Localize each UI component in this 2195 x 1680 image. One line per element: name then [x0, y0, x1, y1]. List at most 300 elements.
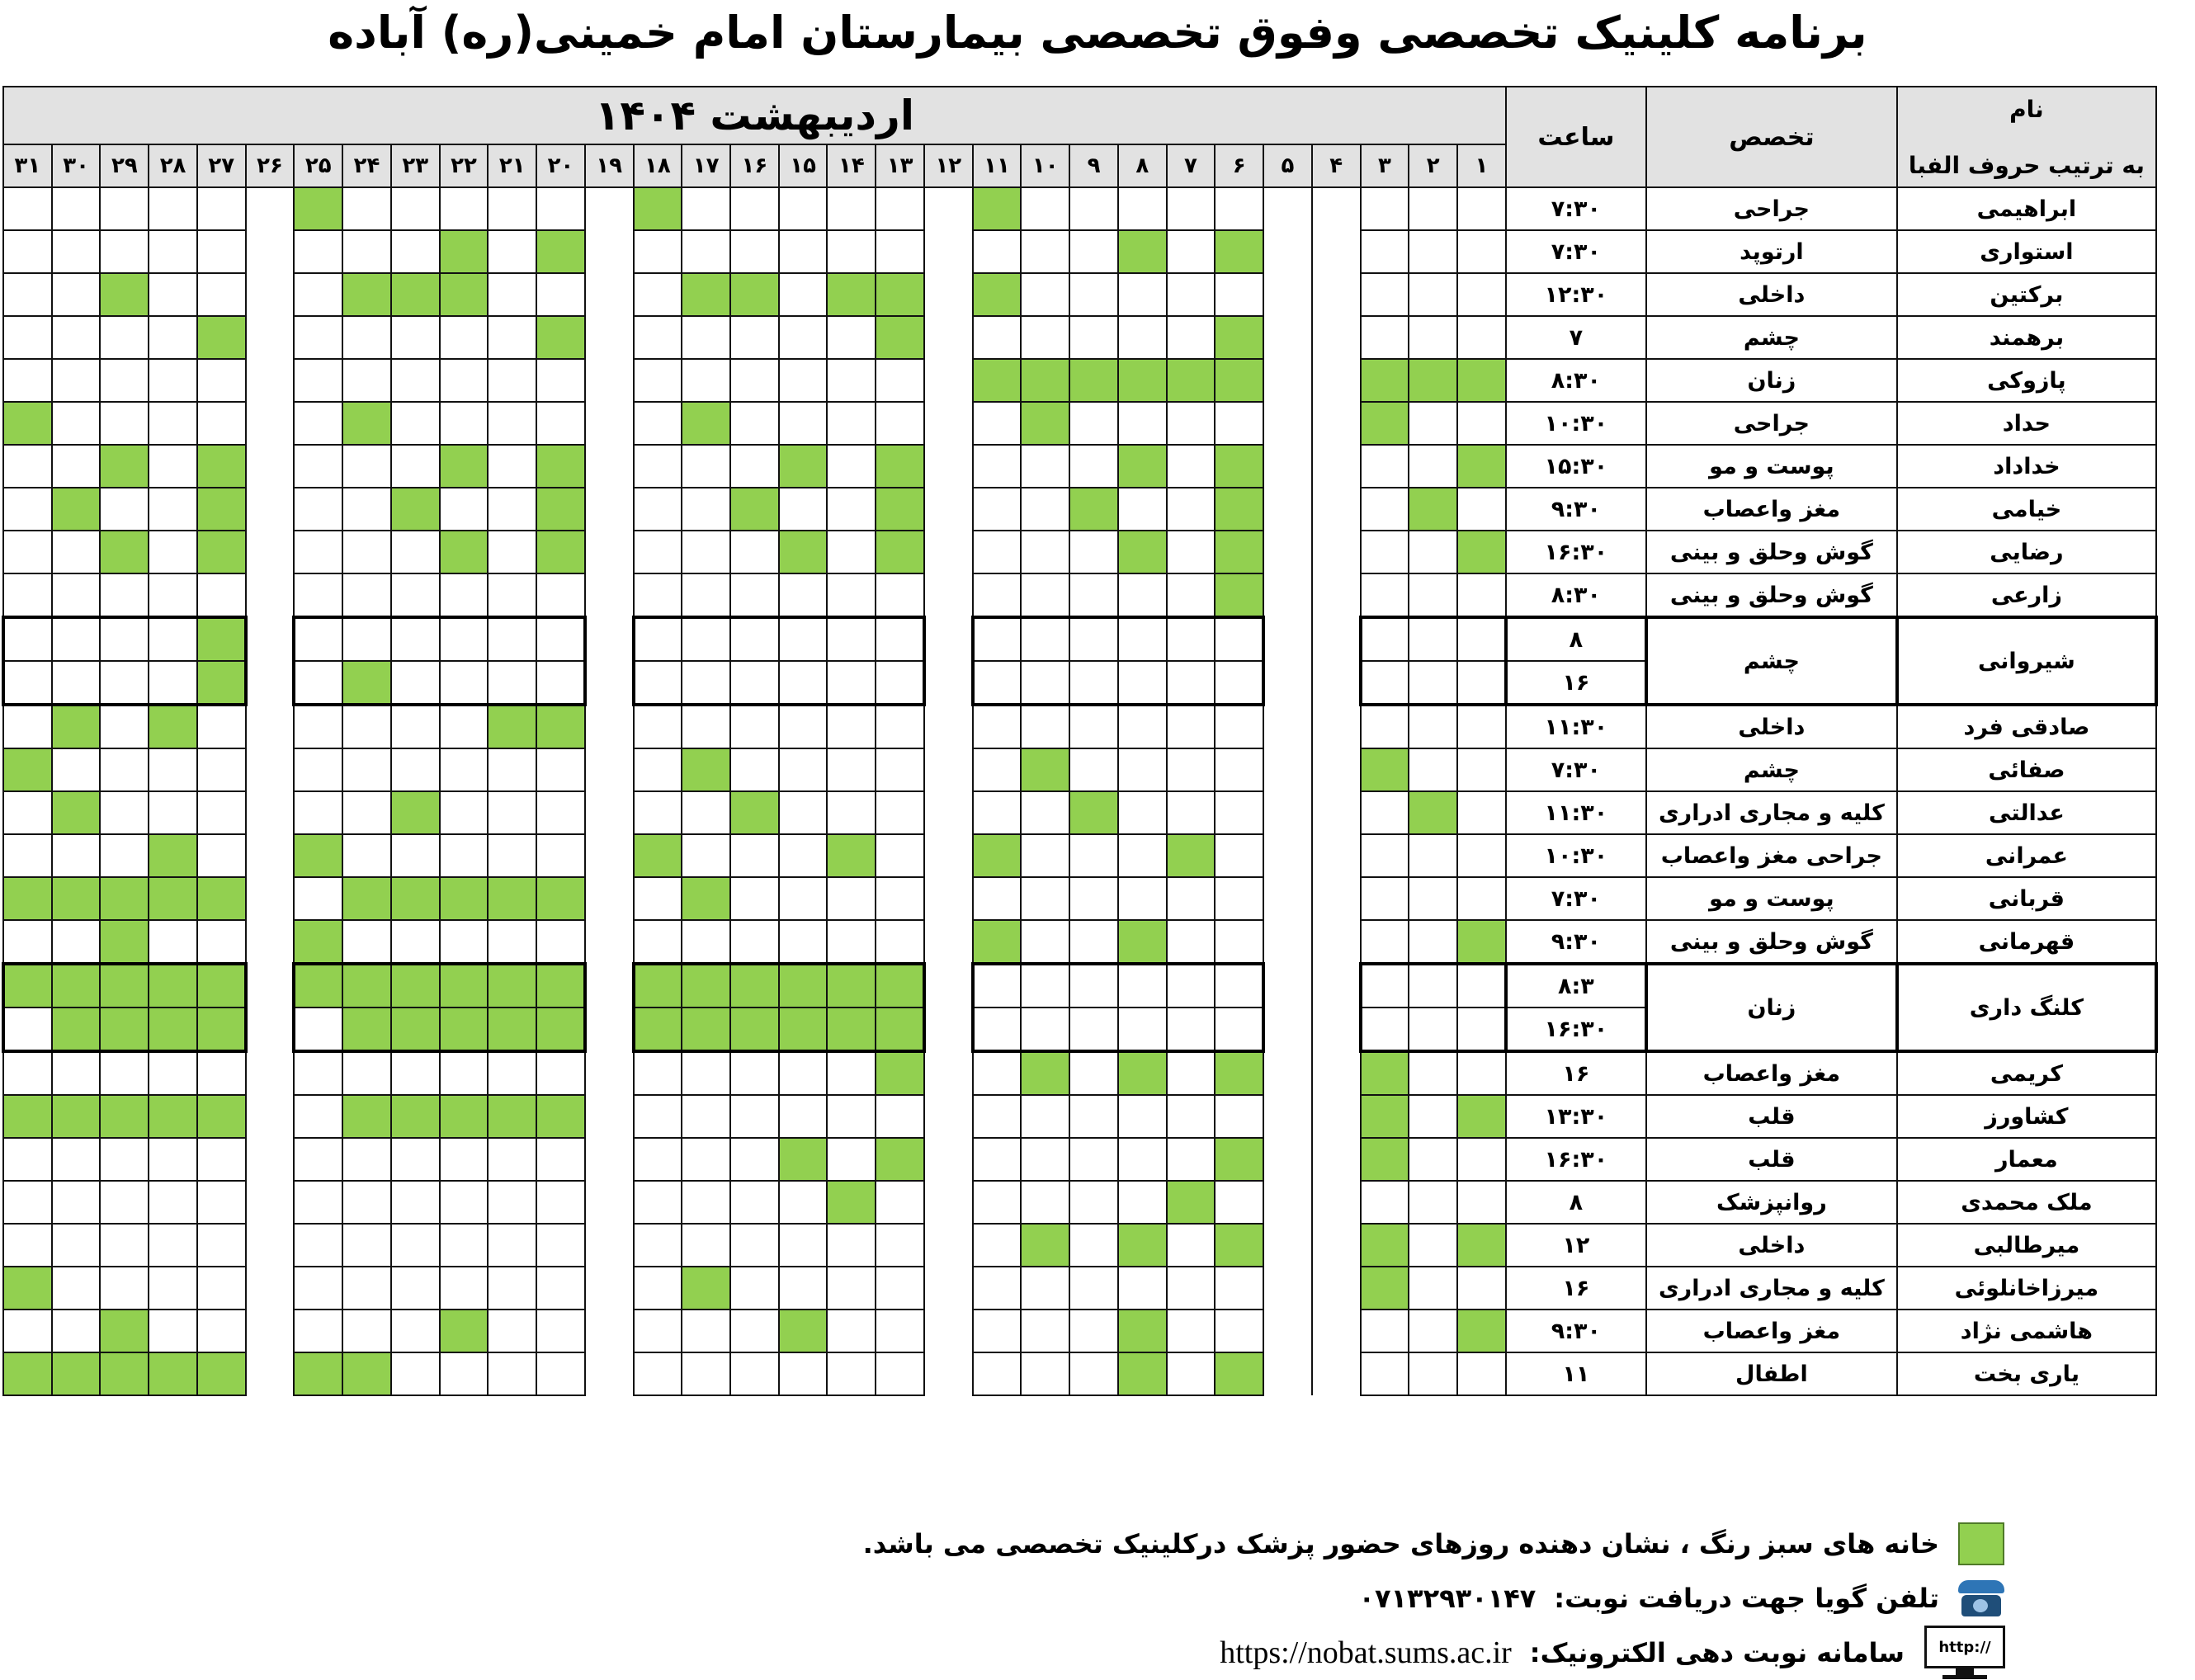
schedule-cell — [1069, 1224, 1118, 1267]
doctor-row — [3, 1310, 2156, 1352]
schedule-cell — [779, 920, 828, 964]
present-day-cell — [827, 834, 876, 877]
schedule-cell — [876, 187, 924, 230]
schedule-cell — [1457, 402, 1506, 445]
schedule-cell — [924, 834, 973, 877]
schedule-cell — [779, 1095, 828, 1138]
phone-number[interactable]: ۰۷۱۳۲۹۳۰۱۴۷ — [1358, 1583, 1536, 1614]
time-cell: ۱۱ — [1506, 1352, 1646, 1395]
present-day-cell — [1118, 1051, 1167, 1095]
doctor-name-cell: معمار — [1897, 1138, 2156, 1181]
schedule-cell — [1118, 488, 1167, 531]
schedule-cell — [1215, 617, 1263, 661]
schedule-cell — [488, 488, 536, 531]
doctor-row — [3, 531, 2156, 573]
time-cell: ۸:۳ — [1506, 964, 1646, 1008]
schedule-cell — [924, 617, 973, 661]
schedule-cell — [585, 1352, 634, 1395]
present-day-cell — [100, 1095, 149, 1138]
present-day-cell — [1361, 748, 1409, 791]
schedule-cell — [1457, 573, 1506, 617]
schedule-cell — [1409, 230, 1457, 273]
schedule-cell — [342, 230, 391, 273]
schedule-cell — [1215, 1181, 1263, 1224]
doctor-row — [3, 573, 2156, 617]
schedule-cell — [1263, 230, 1312, 273]
schedule-cell — [52, 1224, 101, 1267]
schedule-cell — [197, 187, 246, 230]
schedule-cell — [827, 1138, 876, 1181]
schedule-cell — [730, 1051, 779, 1095]
schedule-cell — [730, 316, 779, 359]
schedule-cell — [973, 748, 1022, 791]
present-day-cell — [1409, 791, 1457, 834]
specialty-cell: زنان — [1646, 964, 1897, 1051]
schedule-cell — [1069, 1138, 1118, 1181]
schedule-cell — [827, 617, 876, 661]
schedule-cell — [488, 661, 536, 705]
schedule-cell — [100, 705, 149, 748]
schedule-cell — [3, 230, 52, 273]
present-day-cell — [730, 273, 779, 316]
schedule-cell — [1263, 488, 1312, 531]
schedule-cell — [1263, 573, 1312, 617]
schedule-cell — [1167, 920, 1216, 964]
schedule-cell — [294, 1310, 342, 1352]
schedule-cell — [100, 1138, 149, 1181]
specialty-cell: پوست و مو — [1646, 877, 1897, 920]
schedule-cell — [197, 834, 246, 877]
schedule-cell — [391, 834, 440, 877]
schedule-cell — [52, 359, 101, 402]
schedule-cell — [149, 1138, 197, 1181]
present-day-cell — [536, 1095, 585, 1138]
schedule-cell — [536, 573, 585, 617]
schedule-cell — [876, 661, 924, 705]
schedule-cell — [197, 402, 246, 445]
schedule-cell — [1312, 316, 1361, 359]
specialty-cell: جراحی — [1646, 402, 1897, 445]
present-day-cell — [1215, 573, 1263, 617]
present-day-cell — [440, 1095, 489, 1138]
present-day-cell — [536, 445, 585, 488]
present-day-cell — [973, 359, 1022, 402]
present-day-cell — [1167, 834, 1216, 877]
schedule-cell — [779, 834, 828, 877]
schedule-cell — [488, 617, 536, 661]
specialty-cell: مغز واعصاب — [1646, 1310, 1897, 1352]
present-day-cell — [342, 1008, 391, 1051]
specialty-cell: ارتوپد — [1646, 230, 1897, 273]
day-header-14: ۱۴ — [827, 144, 876, 187]
schedule-cell — [827, 877, 876, 920]
present-day-cell — [391, 877, 440, 920]
schedule-cell — [342, 1051, 391, 1095]
schedule-cell — [488, 1181, 536, 1224]
schedule-cell — [100, 834, 149, 877]
present-day-cell — [876, 1051, 924, 1095]
schedule-cell — [973, 488, 1022, 531]
schedule-cell — [634, 661, 682, 705]
schedule-cell — [1361, 705, 1409, 748]
schedule-cell — [1361, 1008, 1409, 1051]
present-day-cell — [488, 705, 536, 748]
schedule-cell — [1263, 661, 1312, 705]
present-day-cell — [876, 1008, 924, 1051]
specialty-cell: کلیه و مجاری ادراری — [1646, 791, 1897, 834]
schedule-cell — [488, 791, 536, 834]
present-day-cell — [779, 1310, 828, 1352]
doctor-name-cell: زارعی — [1897, 573, 2156, 617]
monitor-text: http:// — [1924, 1626, 2005, 1668]
schedule-cell — [536, 834, 585, 877]
schedule-cell — [391, 920, 440, 964]
schedule-cell — [1069, 1008, 1118, 1051]
schedule-cell — [1215, 1310, 1263, 1352]
schedule-cell — [779, 661, 828, 705]
time-cell: ۱۲:۳۰ — [1506, 273, 1646, 316]
present-day-cell — [1215, 1352, 1263, 1395]
present-day-cell — [1215, 488, 1263, 531]
present-day-cell — [197, 445, 246, 488]
schedule-cell — [973, 877, 1022, 920]
schedule-cell — [3, 1310, 52, 1352]
schedule-cell — [1069, 920, 1118, 964]
schedule-cell — [149, 1310, 197, 1352]
schedule-cell — [1167, 402, 1216, 445]
schedule-cell — [1021, 316, 1069, 359]
schedule-cell — [924, 791, 973, 834]
schedule-cell — [876, 877, 924, 920]
schedule-cell — [1409, 617, 1457, 661]
schedule-cell — [1069, 1095, 1118, 1138]
schedule-cell — [585, 1310, 634, 1352]
doctor-name-cell: شیروانی — [1897, 617, 2156, 705]
present-day-cell — [876, 445, 924, 488]
schedule-cell — [1263, 705, 1312, 748]
doctor-row — [3, 705, 2156, 748]
schedule-cell — [52, 187, 101, 230]
present-day-cell — [3, 964, 52, 1008]
schedule-cell — [1069, 877, 1118, 920]
schedule-cell — [585, 877, 634, 920]
schedule-cell — [246, 1224, 295, 1267]
schedule-cell — [342, 1310, 391, 1352]
schedule-cell — [1263, 791, 1312, 834]
present-day-cell — [1457, 1095, 1506, 1138]
present-day-cell — [682, 748, 730, 791]
schedule-cell — [924, 920, 973, 964]
present-day-cell — [149, 877, 197, 920]
schedule-cell — [149, 316, 197, 359]
schedule-cell — [1118, 1095, 1167, 1138]
schedule-cell — [973, 1352, 1022, 1395]
schedule-cell — [1312, 748, 1361, 791]
schedule-cell — [585, 531, 634, 573]
present-day-cell — [100, 531, 149, 573]
day-header-17: ۱۷ — [682, 144, 730, 187]
page-title: برنامه کلینیک تخصصی وفوق تخصصی بیمارستان امام خمینی(ره) آباده — [328, 7, 1867, 59]
day-header-23: ۲۳ — [391, 144, 440, 187]
legend — [863, 1517, 2005, 1680]
schedule-cell — [1167, 748, 1216, 791]
schedule-cell — [1361, 445, 1409, 488]
schedule-cell — [342, 920, 391, 964]
doctor-row — [3, 1224, 2156, 1267]
schedule-cell — [440, 316, 489, 359]
present-day-cell — [779, 1138, 828, 1181]
schedule-cell — [730, 1181, 779, 1224]
schedule-cell — [536, 1310, 585, 1352]
schedule-cell — [585, 617, 634, 661]
present-day-cell — [1021, 1224, 1069, 1267]
present-day-cell — [779, 964, 828, 1008]
present-day-cell — [391, 791, 440, 834]
schedule-cell — [149, 573, 197, 617]
schedule-cell — [1263, 1352, 1312, 1395]
schedule-cell — [1263, 1138, 1312, 1181]
schedule-cell — [440, 661, 489, 705]
present-day-cell — [1215, 531, 1263, 573]
present-day-cell — [149, 834, 197, 877]
schedule-cell — [779, 402, 828, 445]
present-day-cell — [1118, 1310, 1167, 1352]
schedule-cell — [1457, 791, 1506, 834]
schedule-cell — [294, 1267, 342, 1310]
doctor-name-cell: کریمی — [1897, 1051, 2156, 1095]
present-day-cell — [488, 877, 536, 920]
schedule-cell — [634, 402, 682, 445]
day-header-11: ۱۱ — [973, 144, 1022, 187]
schedule-cell — [488, 273, 536, 316]
schedule-cell — [1457, 617, 1506, 661]
schedule-cell — [1361, 273, 1409, 316]
schedule-cell — [246, 1267, 295, 1310]
schedule-cell — [1312, 1181, 1361, 1224]
schedule-cell — [973, 1310, 1022, 1352]
doctor-name-cell: عمرانی — [1897, 834, 2156, 877]
schedule-cell — [585, 402, 634, 445]
schedule-cell — [52, 617, 101, 661]
schedule-cell — [924, 316, 973, 359]
schedule-cell — [488, 573, 536, 617]
present-day-cell — [1215, 359, 1263, 402]
schedule-cell — [440, 791, 489, 834]
schedule-cell — [1215, 402, 1263, 445]
schedule-cell — [634, 705, 682, 748]
schedule-cell — [391, 1051, 440, 1095]
schedule-cell — [634, 1352, 682, 1395]
schedule-cell — [827, 488, 876, 531]
schedule-cell — [1021, 661, 1069, 705]
schedule-cell — [149, 661, 197, 705]
day-header-25: ۲۵ — [294, 144, 342, 187]
schedule-cell — [3, 573, 52, 617]
day-header-19: ۱۹ — [585, 144, 634, 187]
name-header-line2: به ترتیب حروف الفبا — [1908, 151, 2145, 179]
schedule-cell — [1167, 964, 1216, 1008]
schedule-cell — [149, 617, 197, 661]
schedule-cell — [1312, 445, 1361, 488]
schedule-cell — [52, 1181, 101, 1224]
schedule-cell — [294, 748, 342, 791]
schedule-cell — [779, 187, 828, 230]
present-day-cell — [1215, 1224, 1263, 1267]
schedule-cell — [1021, 1181, 1069, 1224]
schedule-cell — [52, 1310, 101, 1352]
present-day-cell — [294, 920, 342, 964]
online-url[interactable]: https://nobat.sums.ac.ir — [1220, 1635, 1512, 1670]
schedule-cell — [440, 705, 489, 748]
schedule-cell — [876, 573, 924, 617]
schedule-cell — [246, 748, 295, 791]
schedule-cell — [536, 1181, 585, 1224]
day-header-28: ۲۸ — [149, 144, 197, 187]
schedule-cell — [197, 1138, 246, 1181]
schedule-cell — [1021, 617, 1069, 661]
present-day-cell — [1021, 359, 1069, 402]
schedule-cell — [3, 920, 52, 964]
schedule-cell — [1118, 791, 1167, 834]
schedule-cell — [440, 1138, 489, 1181]
schedule-cell — [149, 359, 197, 402]
schedule-cell — [100, 617, 149, 661]
schedule-cell — [634, 1095, 682, 1138]
schedule-cell — [3, 1051, 52, 1095]
schedule-cell — [1263, 359, 1312, 402]
schedule-cell — [730, 1095, 779, 1138]
schedule-cell — [294, 531, 342, 573]
schedule-cell — [536, 1352, 585, 1395]
schedule-cell — [1069, 661, 1118, 705]
schedule-cell — [246, 705, 295, 748]
time-cell: ۷:۳۰ — [1506, 877, 1646, 920]
time-cell: ۱۵:۳۰ — [1506, 445, 1646, 488]
schedule-cell — [1457, 1138, 1506, 1181]
schedule-cell — [827, 1051, 876, 1095]
time-cell: ۸:۳۰ — [1506, 359, 1646, 402]
schedule-cell — [246, 964, 295, 1008]
schedule-cell — [973, 1224, 1022, 1267]
schedule-cell — [827, 661, 876, 705]
schedule-cell — [52, 748, 101, 791]
schedule-cell — [1409, 1008, 1457, 1051]
present-day-cell — [294, 187, 342, 230]
schedule-cell — [1312, 1051, 1361, 1095]
schedule-cell — [1118, 661, 1167, 705]
schedule-cell — [391, 1267, 440, 1310]
schedule-cell — [488, 230, 536, 273]
schedule-cell — [1263, 273, 1312, 316]
schedule-cell — [391, 661, 440, 705]
present-day-cell — [876, 531, 924, 573]
present-day-cell — [536, 488, 585, 531]
present-day-cell — [391, 1095, 440, 1138]
present-day-cell — [682, 273, 730, 316]
doctor-row — [3, 1095, 2156, 1138]
schedule-cell — [876, 1310, 924, 1352]
schedule-cell — [924, 187, 973, 230]
schedule-cell — [536, 1224, 585, 1267]
schedule-cell — [1215, 661, 1263, 705]
schedule-cell — [924, 531, 973, 573]
schedule-cell — [536, 661, 585, 705]
schedule-cell — [488, 187, 536, 230]
schedule-cell — [973, 573, 1022, 617]
schedule-cell — [100, 316, 149, 359]
present-day-cell — [1021, 402, 1069, 445]
schedule-cell — [1118, 573, 1167, 617]
schedule-cell — [682, 617, 730, 661]
present-day-cell — [1215, 230, 1263, 273]
present-day-cell — [1118, 1224, 1167, 1267]
schedule-cell — [100, 1267, 149, 1310]
schedule-cell — [1167, 316, 1216, 359]
doctor-row — [3, 791, 2156, 834]
schedule-cell — [3, 445, 52, 488]
schedule-cell — [682, 791, 730, 834]
schedule-cell — [342, 617, 391, 661]
day-header-2: ۲ — [1409, 144, 1457, 187]
doctor-name-cell: هاشمی نژاد — [1897, 1310, 2156, 1352]
schedule-cell — [1361, 617, 1409, 661]
present-day-cell — [827, 1008, 876, 1051]
schedule-cell — [876, 1095, 924, 1138]
schedule-cell — [246, 1008, 295, 1051]
schedule-cell — [973, 445, 1022, 488]
present-day-cell — [100, 1008, 149, 1051]
present-day-cell — [876, 273, 924, 316]
schedule-cell — [294, 791, 342, 834]
present-day-cell — [876, 964, 924, 1008]
schedule-cell — [149, 791, 197, 834]
schedule-cell — [52, 230, 101, 273]
time-cell: ۹:۳۰ — [1506, 920, 1646, 964]
time-header: ساعت — [1506, 87, 1646, 187]
schedule-cell — [634, 617, 682, 661]
time-cell: ۱۱:۳۰ — [1506, 705, 1646, 748]
schedule-cell — [682, 705, 730, 748]
schedule-cell — [100, 1224, 149, 1267]
schedule-cell — [1457, 705, 1506, 748]
schedule-cell — [342, 791, 391, 834]
schedule-cell — [1312, 531, 1361, 573]
day-header-5: ۵ — [1263, 144, 1312, 187]
day-header-13: ۱۳ — [876, 144, 924, 187]
schedule-cell — [3, 1224, 52, 1267]
schedule-cell — [246, 1352, 295, 1395]
schedule-cell — [294, 445, 342, 488]
present-day-cell — [294, 834, 342, 877]
day-header-21: ۲۱ — [488, 144, 536, 187]
schedule-cell — [924, 1138, 973, 1181]
schedule-cell — [1312, 573, 1361, 617]
schedule-cell — [52, 573, 101, 617]
schedule-cell — [682, 445, 730, 488]
schedule-cell — [585, 488, 634, 531]
schedule-cell — [342, 531, 391, 573]
schedule-cell — [682, 1138, 730, 1181]
schedule-cell — [779, 791, 828, 834]
schedule-cell — [682, 1224, 730, 1267]
schedule-cell — [536, 617, 585, 661]
day-header-26: ۲۶ — [246, 144, 295, 187]
schedule-cell — [149, 445, 197, 488]
schedule-cell — [973, 531, 1022, 573]
time-cell: ۱۲ — [1506, 1224, 1646, 1267]
schedule-cell — [924, 1051, 973, 1095]
schedule-cell — [1312, 230, 1361, 273]
